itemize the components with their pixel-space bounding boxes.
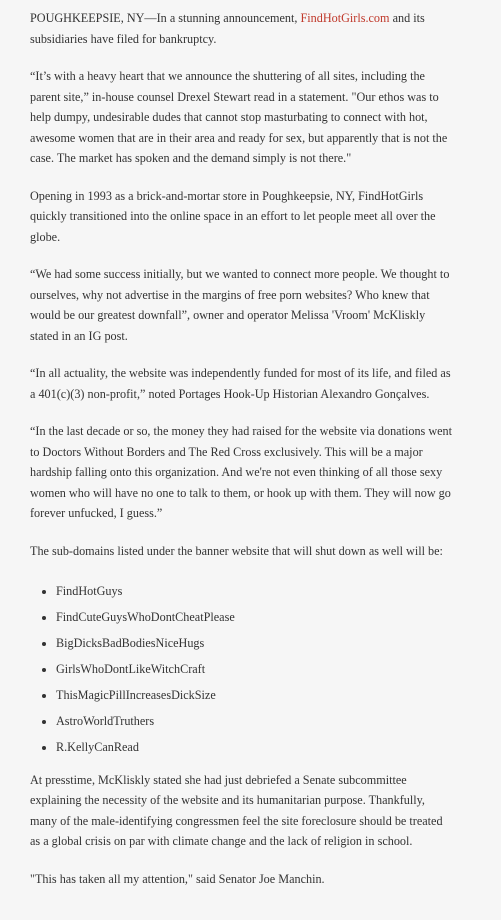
list-item: • ThisMagicPillIncreasesDickSize bbox=[56, 682, 455, 708]
list-item: • AstroWorldTruthers bbox=[56, 708, 455, 734]
list-item: • BigDicksBadBodiesNiceHugs bbox=[56, 630, 455, 656]
paragraph-presstime: At presstime, McKliskly stated she had just debriefed a Senate subcommittee explaining the necessity of the website and its humanitarian purpose. Thankfully, many of the male-identifying congressmen feel the site foreclosure should be treated as a global crisis on par with climate change and the lack of religion in school. bbox=[30, 772, 443, 849]
list-item: • GirlsWhoDontLikeWitchCraft bbox=[56, 656, 455, 682]
findhotgirls-link[interactable]: FindHotGirls.com bbox=[300, 11, 390, 25]
lede-text-before: POUGHKEEPSIE, NY—In a stunning announcement, bbox=[30, 11, 301, 25]
list-item: • FindCuteGuysWhoDontCheatPlease bbox=[56, 604, 455, 630]
paragraph-history: Opening in 1993 as a brick-and-mortar store in Poughkeepsie, NY, FindHotGirls quickly transitioned into the online space in an effort to let people meet all over the globe. bbox=[30, 188, 436, 244]
lede-text-after: and its subsidiaries have filed for bankruptcy. bbox=[30, 11, 425, 46]
paragraph-historian-quote: “In all actuality, the website was independently funded for most of its life, and filed as a 401(c)(3) non-profit,” noted Portages Hook-Up Historian Alexandro Gonçalves. bbox=[30, 366, 451, 401]
list-item: • R.KellyCanRead bbox=[56, 735, 455, 761]
list-item: • FindHotGuys bbox=[56, 578, 455, 604]
paragraph-lede bbox=[30, 8, 455, 49]
paragraph-owner-quote: “We had some success initially, but we wanted to connect more people. We thought to ourselves, why not advertise in the margins of free porn websites? Who knew that would be our greatest downfall”, owner and operator Melissa 'Vroom' McKliskly stated in an IG post. bbox=[30, 267, 450, 343]
subdomain-list bbox=[30, 578, 455, 761]
paragraph-subdomains-intro: The sub-domains listed under the banner website that will shut down as well will be: bbox=[30, 543, 443, 558]
paragraph-senator-quote: "This has taken all my attention," said Senator Joe Manchin. bbox=[30, 871, 325, 886]
paragraph-statement: “It’s with a heavy heart that we announce the shuttering of all sites, including the parent site,” in-house counsel Drexel Stewart read in a statement. "Our ethos was to help dumpy, undesirable dudes that cannot stop masturbating to connect with hot, awesome women that are in their area and ready for sex, but apparently that is not the case. The market has spoken and the demand simply is not there." bbox=[30, 69, 448, 165]
paragraph-donations: “In the last decade or so, the money they had raised for the website via donations went to Doctors Without Borders and The Red Cross exclusively. This will be a major hardship falling onto this organization. And we're not even thinking of all those sexy women who will have no one to talk to them, or hook up with them. They will now go forever unfucked, I guess.” bbox=[30, 424, 453, 520]
